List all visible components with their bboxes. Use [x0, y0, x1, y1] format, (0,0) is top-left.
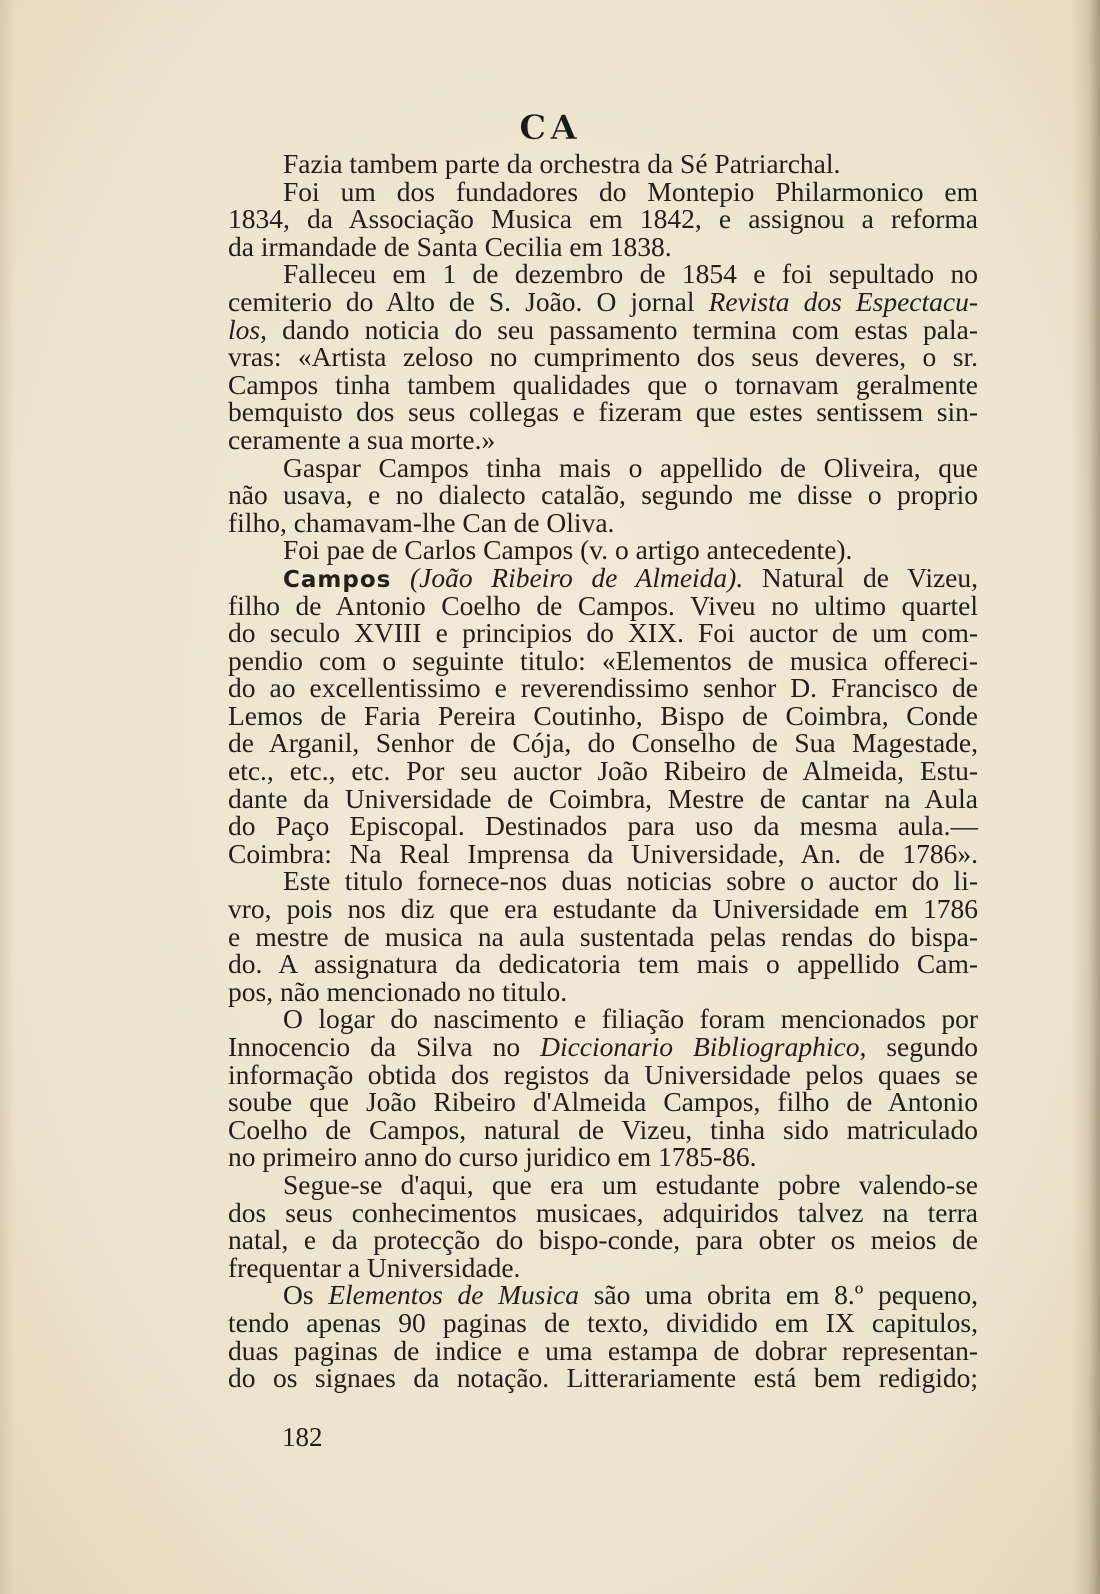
- line-text: 1834, da Associação Musica em 1842, e assignou a reforma: [228, 203, 978, 235]
- line-text: Gaspar Campos tinha mais o appellido de Oliveira, que: [283, 451, 978, 483]
- text-line: [228, 837, 978, 869]
- text-line: [228, 1334, 978, 1366]
- text-line: [228, 423, 978, 455]
- line-text-continued: , segundo: [859, 1031, 978, 1062]
- text-line: [228, 313, 978, 345]
- text-line: [228, 1088, 978, 1116]
- line-text: pos, não mencionado no titulo.: [228, 975, 568, 1007]
- line-text: Campos tinha tambem qualidades que o tornavam geralmente: [228, 368, 978, 400]
- line-text: filho de Antonio Coelho de Campos. Viveu no ultimo quartel: [228, 589, 978, 621]
- line-text: vras: «Artista zeloso no cumprimento dos seus deveres, o sr.: [228, 341, 978, 373]
- text-line: [228, 699, 978, 731]
- text-line: [228, 1058, 978, 1090]
- text-line: [228, 481, 978, 509]
- text-line: [228, 867, 978, 895]
- line-text: do. A assignatura da dedicatoria tem mais o appellido Cam-: [228, 948, 978, 980]
- text-line: [228, 1113, 978, 1145]
- text-line: [228, 1281, 978, 1309]
- text-line: [228, 619, 978, 647]
- text-line: [228, 812, 978, 840]
- line-text: O logar do nascimento e filiação foram mencionados por: [283, 1003, 978, 1035]
- line-text: etc., etc., etc. Por seu auctor João Ribeiro de Almeida, Estu-: [228, 755, 978, 787]
- line-text: tendo apenas 90 paginas de texto, dividido em IX capitulos,: [228, 1306, 978, 1338]
- text-line: [228, 1226, 978, 1254]
- text-line: [228, 368, 978, 400]
- text-line: [228, 1306, 978, 1338]
- line-text: duas paginas de indice e uma estampa de dobrar representan-: [228, 1334, 978, 1366]
- line-text: dante da Universidade de Coimbra, Mestre de cantar na Aula: [228, 782, 978, 814]
- line-text: informação obtida dos registos da Universidade pelos quaes se: [228, 1058, 978, 1090]
- text-line: [228, 398, 978, 426]
- italic-text: Diccionario Bibliographico: [540, 1031, 860, 1062]
- line-text: da irmandade de Santa Cecilia em 1838.: [228, 230, 672, 262]
- text-line: [228, 150, 978, 178]
- line-text: soube que João Ribeiro d'Almeida Campos, filho de Antonio: [228, 1086, 978, 1118]
- line-text: Foi um dos fundadores do Montepio Philarmonico em: [283, 175, 978, 207]
- text-line: [228, 644, 978, 676]
- text-line: [228, 230, 978, 262]
- line-text: dos seus conhecimentos musicaes, adquiridos talvez na terra: [228, 1196, 978, 1228]
- page-edge-left: [0, 0, 14, 1594]
- text-line: [228, 782, 978, 814]
- line-text: cemiterio do Alto de S. João. O jornal: [228, 285, 709, 317]
- body-text: [228, 150, 978, 1392]
- line-text: não usava, e no dialecto catalão, segundo me disse o proprio: [228, 479, 978, 511]
- text-line: [228, 285, 979, 317]
- line-text: Falleceu em 1 de dezembro de 1854 e foi sepultado no: [283, 258, 978, 290]
- text-line: [228, 895, 978, 923]
- text-line: [228, 1143, 978, 1171]
- text-line: [228, 920, 978, 952]
- text-line: [228, 950, 978, 978]
- page-number: 182: [282, 1422, 323, 1452]
- line-text-continued: são uma obrita em 8.º pequeno,: [579, 1279, 979, 1311]
- line-text-continued: Natural de Vizeu,: [743, 561, 978, 593]
- text-line: [228, 674, 978, 702]
- line-text: vro, pois nos diz que era estudante da Universidade em 1786: [228, 893, 978, 925]
- running-header: CA: [519, 108, 581, 148]
- line-text: e mestre de musica na aula sustentada pelas rendas do bispa-: [228, 920, 978, 952]
- text-line: [228, 1168, 978, 1200]
- line-text: do Paço Episcopal. Destinados para uso da mesma aula.—: [228, 810, 978, 842]
- line-text: Segue-se d'aqui, que era um estudante pobre valendo-se: [283, 1168, 978, 1200]
- text-line: [228, 561, 978, 593]
- text-line: [228, 1364, 978, 1392]
- line-text-continued: , dando noticia do seu passamento termina com estas pala-: [260, 313, 978, 345]
- text-line: [228, 1033, 978, 1061]
- line-text: do os signaes da notação. Litterariamente está bem redigido;: [228, 1362, 978, 1394]
- italic-text: Revista dos Espectacu-: [708, 285, 979, 317]
- line-text: Este titulo fornece-nos duas noticias sobre o auctor do li-: [283, 865, 978, 897]
- line-text: Coimbra: Na Real Imprensa da Universidade, An. de 1786».: [228, 837, 978, 869]
- italic-text: (João Ribeiro de Almeida).: [391, 561, 744, 593]
- entry-headword: Campos: [283, 566, 392, 593]
- italic-text: Elementos de Musica: [328, 1279, 580, 1311]
- text-line: [228, 205, 978, 233]
- line-text: pendio com o seguinte titulo: «Elementos de musica offereci-: [228, 644, 978, 676]
- text-line: [228, 729, 978, 757]
- text-line: [228, 260, 978, 288]
- line-text: Os: [283, 1279, 329, 1311]
- line-text: no primeiro anno do curso juridico em 1785-86.: [228, 1141, 757, 1173]
- line-text: Innocencio da Silva no: [228, 1031, 541, 1062]
- text-line: [228, 175, 978, 207]
- text-line: [228, 757, 978, 785]
- line-text: Foi pae de Carlos Campos (v. o artigo antecedente).: [283, 534, 853, 566]
- text-line: [228, 589, 978, 621]
- line-text: Lemos de Faria Pereira Coutinho, Bispo de Coimbra, Conde: [228, 699, 978, 731]
- text-line: [228, 536, 978, 564]
- line-text: Fazia tambem parte da orchestra da Sé Patriarchal.: [283, 148, 841, 179]
- text-line: [228, 451, 978, 483]
- line-text: ceramente a sua morte.»: [228, 423, 496, 455]
- page-edge-right: [1072, 0, 1100, 1594]
- italic-text: los: [228, 313, 261, 345]
- text-line: [228, 975, 978, 1007]
- line-text: frequentar a Universidade.: [228, 1251, 521, 1283]
- text-line: [228, 1196, 978, 1228]
- line-text: filho, chamavam-lhe Can de Oliva.: [228, 506, 615, 538]
- line-text: natal, e da protecção do bispo-conde, para obter os meios de: [228, 1224, 978, 1256]
- line-text: bemquisto dos seus collegas e fizeram que estes sentissem sin-: [228, 396, 978, 428]
- text-line: [228, 343, 978, 371]
- line-text: do seculo XVIII e principios do XIX. Foi auctor de um com-: [228, 617, 978, 649]
- text-line: [228, 1251, 978, 1283]
- text-line: [228, 506, 978, 538]
- line-text: de Arganil, Senhor de Cója, do Conselho de Sua Magestade,: [228, 727, 978, 759]
- line-text: Coelho de Campos, natural de Vizeu, tinha sido matriculado: [228, 1113, 978, 1145]
- line-text: do ao excellentissimo e reverendissimo senhor D. Francisco de: [228, 672, 978, 704]
- text-line: [228, 1005, 978, 1033]
